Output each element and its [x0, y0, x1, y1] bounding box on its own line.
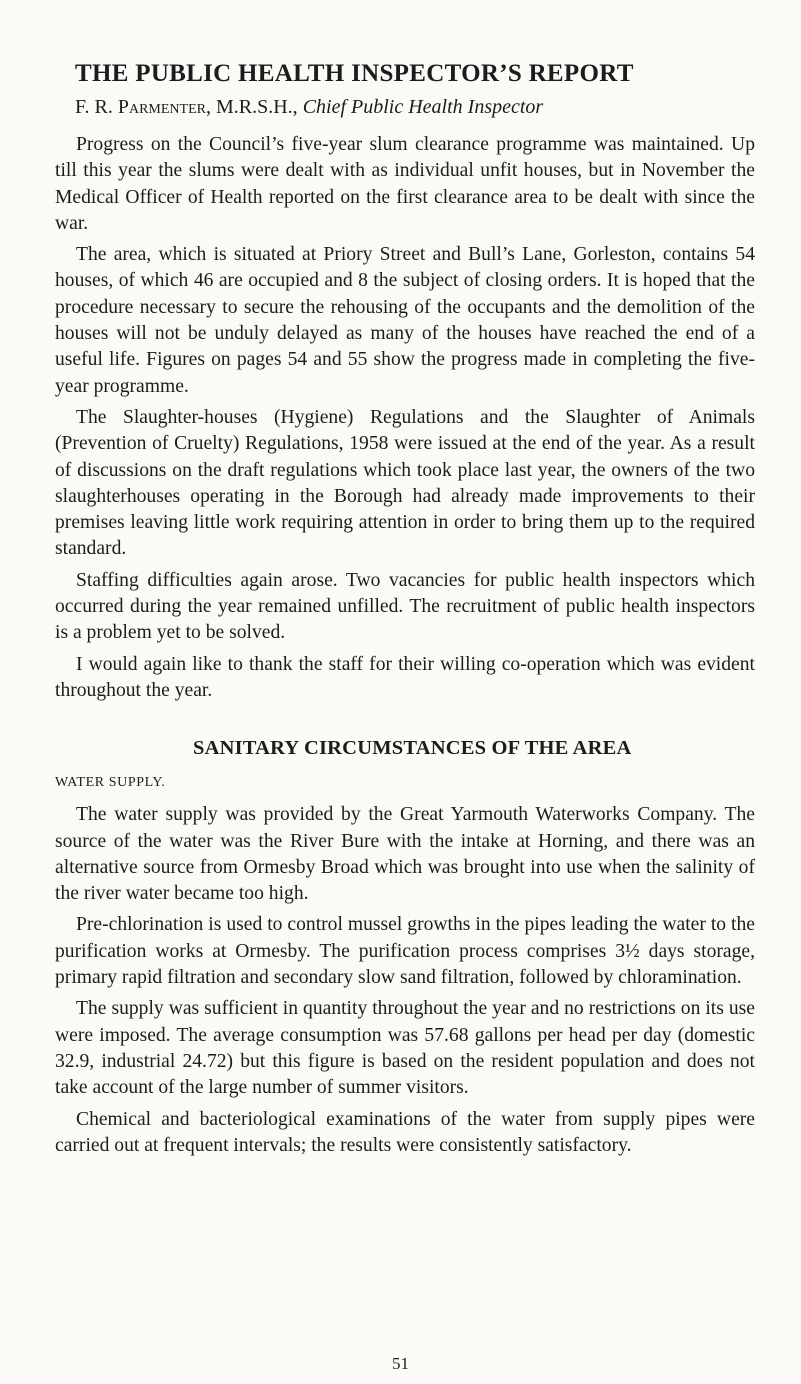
- intro-paragraph: Staffing difficulties again arose. Two vacancies for public health inspectors which occurred during the year remained unfilled. The recruitment of public health inspectors is a problem yet to be solved.: [55, 569, 755, 644]
- section-subheading: WATER SUPPLY.: [55, 775, 166, 791]
- intro-paragraph: Progress on the Council’s five-year slum clearance programme was maintained. Up till this year the slums were dealt with as individual unfit houses, but in November the Medical Officer of Health reported on the first clearance area to be dealt with since the war.: [55, 134, 755, 234]
- document-page: [55, 58, 755, 1159]
- section-heading: SANITARY CIRCUMSTANCES OF THE AREA: [193, 737, 632, 760]
- section-paragraph: The supply was sufficient in quantity throughout the year and no restrictions on its use were imposed. The average consumption was 57.68 gallons per head per day (domestic 32.9, industrial 24.72) but this figure is based on the resident population and does not take account of the large number of summer visitors.: [55, 998, 755, 1099]
- author-role: Chief Public Health Inspector: [302, 96, 544, 118]
- author-name: F. R. Parmenter, M.R.S.H.,: [75, 96, 298, 118]
- section-paragraph: Chemical and bacteriological examinations of the water from supply pipes were carried out at frequent intervals; the results were consistently satisfactory.: [55, 1108, 755, 1156]
- intro-paragraph: I would again like to thank the staff for their willing co-operation which was evident throughout the year.: [55, 653, 755, 701]
- report-title: THE PUBLIC HEALTH INSPECTOR’S REPORT: [75, 60, 634, 87]
- page-number: 51: [392, 1354, 409, 1373]
- section-paragraph: Pre-chlorination is used to control mussel growths in the pipes leading the water to the purification works at Ormesby. The purification process comprises 3½ days storage, primary rapid filtration and secondary slow sand filtration, followed by chloramination.: [55, 914, 755, 989]
- intro-paragraph: The area, which is situated at Priory Street and Bull’s Lane, Gorleston, contains 54 houses, of which 46 are occupied and 8 the subject of closing orders. It is hoped that the procedure necessary to secure the rehousing of the occupants and the demolition of the houses will not be unduly delayed as many of the houses have reached the end of a useful life. Figures on pages 54 and 55 show the progress made in completing the five-year programme.: [55, 244, 755, 397]
- section-paragraph: The water supply was provided by the Great Yarmouth Waterworks Company. The source of the water was the River Bure with the intake at Horning, and there was an alternative source from Ormesby Broad which was brought into use when the salinity of the river water became too high.: [55, 804, 755, 905]
- byline: [75, 94, 755, 120]
- intro-paragraph: The Slaughter-houses (Hygiene) Regulations and the Slaughter of Animals (Prevention of Cruelty) Regulations, 1958 were issued at the end of the year. As a result of discussions on the draft regulations which took place last year, the owners of the two slaughterhouses operating in the Borough had already made improvements to their premises leaving little work requiring attention in order to bring them up to the required standard.: [55, 406, 755, 560]
